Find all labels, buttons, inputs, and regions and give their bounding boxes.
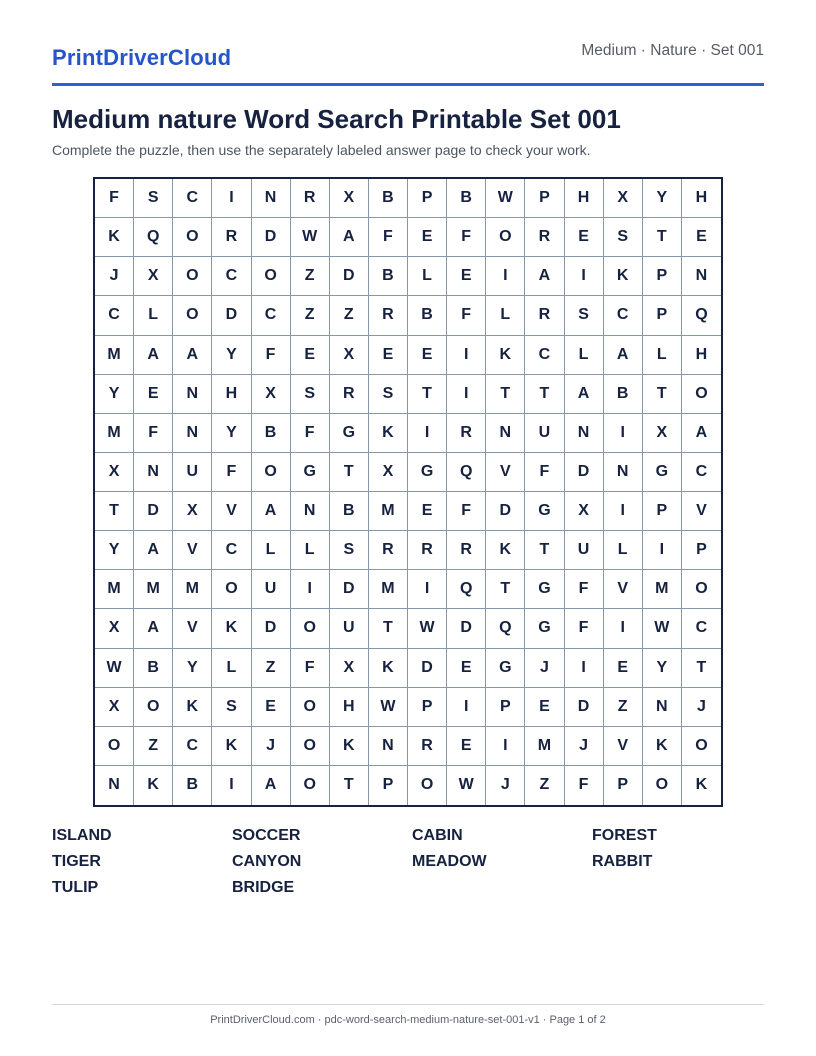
grid-cell: V: [486, 453, 525, 492]
grid-cell: E: [408, 218, 447, 257]
grid-cell: J: [252, 727, 291, 766]
grid-cell: E: [134, 375, 173, 414]
grid-cell: E: [682, 218, 721, 257]
grid-cell: P: [525, 179, 564, 218]
grid-cell: M: [643, 570, 682, 609]
grid-cell: D: [565, 453, 604, 492]
grid-cell: D: [252, 218, 291, 257]
grid-cell: Z: [252, 649, 291, 688]
grid-cell: S: [330, 531, 369, 570]
grid-cell: L: [643, 336, 682, 375]
grid-cell: I: [604, 609, 643, 648]
word-list-item: FOREST: [592, 827, 657, 844]
grid-cell: Q: [134, 218, 173, 257]
grid-cell: V: [173, 609, 212, 648]
grid-cell: K: [173, 688, 212, 727]
grid-cell: R: [447, 531, 486, 570]
grid-cell: L: [486, 296, 525, 335]
grid-cell: P: [643, 492, 682, 531]
grid-cell: N: [134, 453, 173, 492]
grid-cell: O: [291, 727, 330, 766]
grid-cell: T: [525, 375, 564, 414]
grid-cell: G: [525, 609, 564, 648]
grid-cell: B: [447, 179, 486, 218]
grid-cell: F: [565, 570, 604, 609]
grid-cell: X: [252, 375, 291, 414]
grid-cell: F: [447, 296, 486, 335]
grid-cell: G: [408, 453, 447, 492]
grid-cell: L: [604, 531, 643, 570]
grid-cell: V: [212, 492, 251, 531]
grid-cell: L: [408, 257, 447, 296]
grid-cell: K: [134, 766, 173, 805]
grid-cell: A: [525, 257, 564, 296]
grid-cell: W: [408, 609, 447, 648]
grid-cell: V: [604, 570, 643, 609]
grid-cell: Y: [95, 531, 134, 570]
word-list-item: ISLAND: [52, 827, 112, 844]
grid-cell: B: [604, 375, 643, 414]
grid-cell: O: [173, 257, 212, 296]
grid-cell: F: [134, 414, 173, 453]
grid-cell: O: [173, 296, 212, 335]
grid-cell: D: [134, 492, 173, 531]
grid-cell: I: [486, 727, 525, 766]
grid-cell: F: [525, 453, 564, 492]
grid-cell: Q: [447, 453, 486, 492]
grid-cell: P: [643, 257, 682, 296]
grid-cell: B: [330, 492, 369, 531]
grid-cell: F: [565, 609, 604, 648]
word-list-item: TULIP: [52, 879, 99, 896]
grid-cell: P: [604, 766, 643, 805]
grid-cell: R: [447, 414, 486, 453]
grid-cell: B: [408, 296, 447, 335]
page-subtitle: Complete the puzzle, then use the separately labeled answer page to check your work.: [52, 142, 591, 158]
grid-cell: D: [212, 296, 251, 335]
grid-cell: O: [252, 257, 291, 296]
grid-cell: X: [95, 453, 134, 492]
grid-cell: G: [330, 414, 369, 453]
page-title: Medium nature Word Search Printable Set 001: [52, 104, 621, 134]
grid-cell: M: [173, 570, 212, 609]
grid-cell: W: [369, 688, 408, 727]
grid-cell: O: [212, 570, 251, 609]
grid-cell: R: [369, 296, 408, 335]
grid-cell: K: [212, 609, 251, 648]
grid-cell: O: [291, 688, 330, 727]
grid-cell: N: [173, 375, 212, 414]
grid-cell: V: [173, 531, 212, 570]
grid-cell: T: [330, 766, 369, 805]
grid-cell: Y: [643, 649, 682, 688]
grid-cell: D: [486, 492, 525, 531]
grid-cell: C: [252, 296, 291, 335]
grid-cell: B: [134, 649, 173, 688]
grid-cell: V: [682, 492, 721, 531]
word-list-item: TIGER: [52, 853, 101, 870]
grid-cell: O: [95, 727, 134, 766]
grid-cell: T: [525, 531, 564, 570]
grid-cell: I: [643, 531, 682, 570]
grid-cell: Z: [525, 766, 564, 805]
grid-cell: U: [525, 414, 564, 453]
grid-cell: C: [173, 179, 212, 218]
grid-cell: A: [134, 336, 173, 375]
grid-cell: P: [682, 531, 721, 570]
grid-cell: X: [643, 414, 682, 453]
grid-cell: S: [604, 218, 643, 257]
grid-cell: C: [212, 531, 251, 570]
grid-cell: O: [408, 766, 447, 805]
grid-cell: C: [682, 609, 721, 648]
grid-cell: I: [447, 688, 486, 727]
grid-cell: X: [173, 492, 212, 531]
grid-cell: T: [486, 570, 525, 609]
grid-cell: F: [447, 218, 486, 257]
grid-cell: K: [369, 414, 408, 453]
grid-cell: C: [212, 257, 251, 296]
grid-cell: K: [369, 649, 408, 688]
grid-cell: R: [408, 531, 447, 570]
grid-cell: P: [369, 766, 408, 805]
grid-cell: N: [369, 727, 408, 766]
grid-cell: K: [212, 727, 251, 766]
grid-cell: N: [682, 257, 721, 296]
grid-cell: W: [447, 766, 486, 805]
word-list-item: CANYON: [232, 853, 302, 870]
grid-cell: O: [252, 453, 291, 492]
grid-cell: X: [95, 688, 134, 727]
grid-cell: T: [682, 649, 721, 688]
grid-cell: L: [212, 649, 251, 688]
grid-cell: S: [212, 688, 251, 727]
grid-cell: C: [525, 336, 564, 375]
grid-cell: X: [565, 492, 604, 531]
grid-cell: J: [95, 257, 134, 296]
grid-cell: A: [604, 336, 643, 375]
grid-cell: U: [330, 609, 369, 648]
grid-cell: H: [330, 688, 369, 727]
grid-cell: N: [95, 766, 134, 805]
grid-cell: T: [486, 375, 525, 414]
grid-cell: A: [134, 531, 173, 570]
grid-cell: S: [565, 296, 604, 335]
grid-cell: O: [134, 688, 173, 727]
grid-cell: S: [291, 375, 330, 414]
grid-cell: A: [682, 414, 721, 453]
grid-cell: X: [134, 257, 173, 296]
breadcrumb: Medium · Nature · Set 001: [581, 42, 764, 59]
grid-cell: B: [252, 414, 291, 453]
grid-cell: K: [604, 257, 643, 296]
grid-cell: S: [134, 179, 173, 218]
grid-cell: F: [252, 336, 291, 375]
grid-cell: M: [95, 414, 134, 453]
grid-cell: M: [369, 492, 408, 531]
grid-cell: N: [486, 414, 525, 453]
grid-cell: Z: [291, 296, 330, 335]
word-list: [52, 825, 772, 899]
grid-cell: Y: [643, 179, 682, 218]
grid-cell: G: [643, 453, 682, 492]
grid-cell: J: [486, 766, 525, 805]
grid-cell: H: [565, 179, 604, 218]
grid-cell: J: [565, 727, 604, 766]
grid-cell: I: [408, 570, 447, 609]
grid-cell: C: [682, 453, 721, 492]
grid-cell: O: [291, 766, 330, 805]
grid-cell: M: [95, 570, 134, 609]
grid-cell: H: [682, 179, 721, 218]
grid-cell: F: [212, 453, 251, 492]
grid-cell: T: [408, 375, 447, 414]
grid-cell: I: [447, 336, 486, 375]
grid-cell: O: [291, 609, 330, 648]
grid-cell: D: [447, 609, 486, 648]
grid-cell: O: [486, 218, 525, 257]
grid-cell: Z: [291, 257, 330, 296]
grid-cell: R: [408, 727, 447, 766]
grid-cell: H: [212, 375, 251, 414]
grid-cell: P: [486, 688, 525, 727]
grid-cell: G: [525, 570, 564, 609]
grid-cell: R: [369, 531, 408, 570]
grid-cell: P: [643, 296, 682, 335]
grid-cell: X: [604, 179, 643, 218]
grid-cell: U: [173, 453, 212, 492]
grid-cell: W: [643, 609, 682, 648]
grid-cell: C: [173, 727, 212, 766]
grid-cell: T: [369, 609, 408, 648]
grid-cell: H: [682, 336, 721, 375]
grid-cell: E: [604, 649, 643, 688]
grid-cell: A: [565, 375, 604, 414]
grid-cell: I: [291, 570, 330, 609]
grid-cell: Z: [330, 296, 369, 335]
grid-cell: J: [682, 688, 721, 727]
grid-cell: F: [565, 766, 604, 805]
grid-cell: L: [565, 336, 604, 375]
grid-cell: G: [291, 453, 330, 492]
grid-cell: I: [408, 414, 447, 453]
grid-cell: Y: [95, 375, 134, 414]
grid-cell: P: [408, 688, 447, 727]
grid-cell: E: [252, 688, 291, 727]
grid-cell: T: [95, 492, 134, 531]
page-footer: PrintDriverCloud.com · pdc-word-search-medium-nature-set-001-v1 · Page 1 of 2: [52, 1004, 764, 1026]
grid-cell: U: [252, 570, 291, 609]
grid-cell: K: [643, 727, 682, 766]
grid-cell: D: [330, 570, 369, 609]
grid-cell: M: [369, 570, 408, 609]
grid-cell: A: [252, 766, 291, 805]
grid-cell: O: [682, 570, 721, 609]
grid-cell: I: [604, 492, 643, 531]
grid-cell: F: [291, 649, 330, 688]
grid-cell: A: [330, 218, 369, 257]
grid-cell: I: [565, 257, 604, 296]
word-list-item: MEADOW: [412, 853, 487, 870]
grid-cell: G: [525, 492, 564, 531]
grid-cell: N: [291, 492, 330, 531]
grid-cell: B: [173, 766, 212, 805]
grid-cell: Z: [134, 727, 173, 766]
grid-cell: B: [369, 257, 408, 296]
grid-cell: P: [408, 179, 447, 218]
grid-cell: R: [212, 218, 251, 257]
grid-cell: R: [291, 179, 330, 218]
grid-cell: V: [604, 727, 643, 766]
grid-cell: C: [604, 296, 643, 335]
grid-cell: F: [95, 179, 134, 218]
grid-cell: O: [173, 218, 212, 257]
grid-cell: N: [173, 414, 212, 453]
grid-cell: R: [525, 296, 564, 335]
grid-cell: I: [212, 179, 251, 218]
grid-cell: M: [525, 727, 564, 766]
grid-cell: E: [408, 336, 447, 375]
grid-cell: X: [95, 609, 134, 648]
grid-cell: Q: [682, 296, 721, 335]
grid-cell: X: [330, 649, 369, 688]
grid-cell: I: [447, 375, 486, 414]
grid-cell: A: [252, 492, 291, 531]
grid-cell: F: [291, 414, 330, 453]
grid-cell: S: [369, 375, 408, 414]
grid-cell: I: [604, 414, 643, 453]
grid-cell: Y: [173, 649, 212, 688]
grid-cell: K: [695, 776, 708, 794]
grid-cell: M: [95, 336, 134, 375]
grid-cell: T: [643, 218, 682, 257]
grid-cell: J: [525, 649, 564, 688]
grid-cell: N: [604, 453, 643, 492]
grid-cell: K: [95, 218, 134, 257]
grid-cell: A: [173, 336, 212, 375]
grid-cell: D: [565, 688, 604, 727]
grid-cell: E: [447, 257, 486, 296]
grid-cell: L: [134, 296, 173, 335]
grid-cell: I: [565, 649, 604, 688]
word-search-grid: [93, 177, 723, 807]
grid-cell: D: [408, 649, 447, 688]
grid-cell: D: [252, 609, 291, 648]
grid-cell: A: [134, 609, 173, 648]
grid-cell: T: [330, 453, 369, 492]
grid-cell: L: [291, 531, 330, 570]
grid-cell: O: [643, 766, 682, 805]
word-list-item: SOCCER: [232, 827, 301, 844]
grid-cell: M: [134, 570, 173, 609]
grid-cell: C: [95, 296, 134, 335]
grid-cell: I: [212, 766, 251, 805]
word-list-item: CABIN: [412, 827, 463, 844]
grid-cell: Y: [212, 414, 251, 453]
page-header: [52, 0, 764, 86]
grid-cell: Q: [486, 609, 525, 648]
grid-cell: F: [447, 492, 486, 531]
grid-cell: E: [369, 336, 408, 375]
grid-cell: U: [565, 531, 604, 570]
grid-cell: E: [291, 336, 330, 375]
grid-cell: E: [447, 649, 486, 688]
grid-cell: K: [330, 727, 369, 766]
grid-cell: K: [486, 336, 525, 375]
grid-cell: E: [525, 688, 564, 727]
grid-cell: F: [369, 218, 408, 257]
grid-cell: B: [369, 179, 408, 218]
brand-logo[interactable]: PrintDriverCloud: [52, 45, 232, 70]
grid-cell: E: [447, 727, 486, 766]
word-list-item: RABBIT: [592, 853, 653, 870]
grid-cell: N: [643, 688, 682, 727]
grid-cell: X: [330, 179, 369, 218]
grid-cell: Y: [212, 336, 251, 375]
word-list-item: BRIDGE: [232, 879, 295, 896]
grid-cell: N: [252, 179, 291, 218]
grid-cell: E: [408, 492, 447, 531]
grid-cell: T: [643, 375, 682, 414]
grid-cell: W: [486, 179, 525, 218]
grid-cell: N: [565, 414, 604, 453]
grid-cell: L: [252, 531, 291, 570]
grid-cell: Z: [604, 688, 643, 727]
grid-cell: Q: [447, 570, 486, 609]
grid-cell: R: [525, 218, 564, 257]
grid-cell: I: [486, 257, 525, 296]
grid-cell: K: [486, 531, 525, 570]
grid-cell: W: [95, 649, 134, 688]
grid-cell: W: [291, 218, 330, 257]
grid-cell: O: [682, 727, 721, 766]
grid-cell: E: [565, 218, 604, 257]
grid-cell: R: [330, 375, 369, 414]
grid-cell: G: [486, 649, 525, 688]
grid-cell: D: [330, 257, 369, 296]
grid-cell: X: [330, 336, 369, 375]
grid-cell: O: [682, 375, 721, 414]
grid-cell: X: [369, 453, 408, 492]
